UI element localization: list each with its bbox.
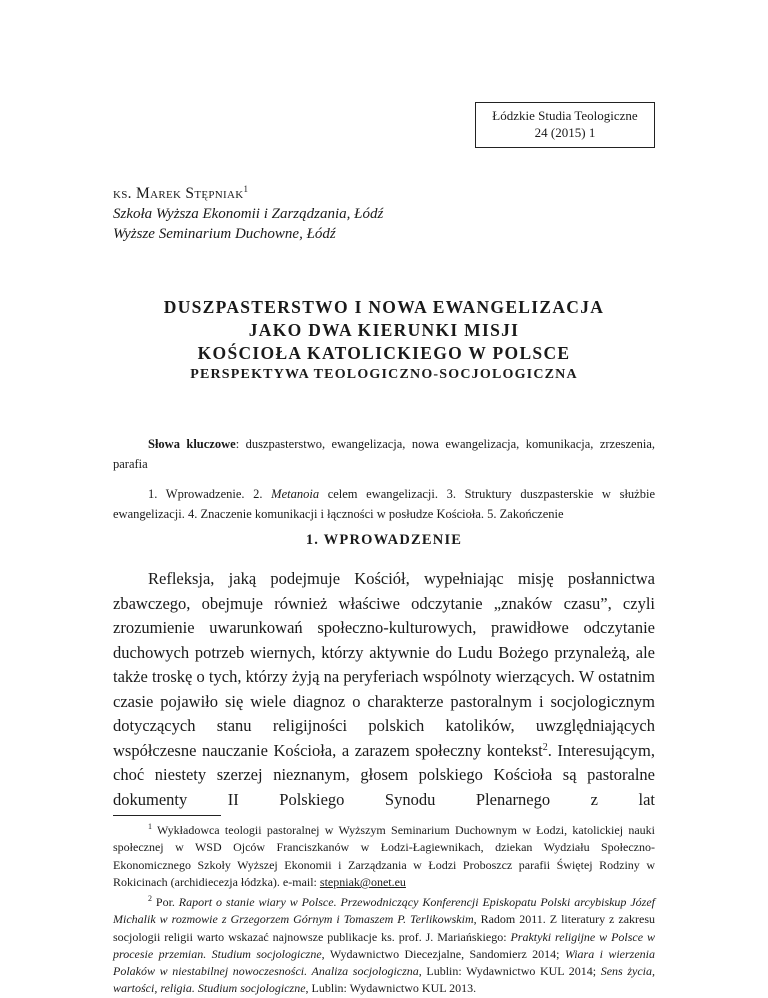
footnote-1 (113, 822, 655, 891)
footnote-2-text-3: , Wydawnictwo Diecezjalne, Sandomierz 2014; (321, 946, 565, 961)
footnote-2-text-1: Por. (152, 895, 179, 909)
article-subtitle: PERSPEKTYWA TEOLOGICZNO-SOCJOLOGICZNA (190, 367, 578, 382)
body-part-1: Refleksja, jaką podejmuje Kościół, wypełniając misję posłannictwa zbawczego, obejmuje również właściwe odczytanie „znaków czasu”, czyli zrozumienie uwarunkowań społeczno-kulturowych, prawidłowe odczytanie duchowych potrzeb wiernych, którzy aktywnie do Ludu Bożego przynależą, ale także troskę o tych, którzy żyją na peryferiach wspólnoty wierzących. W ostatnim czasie pojawiło się wiele diagnoz o charakterze pastoralnym i socjologicznym dotyczących stanu religijności polskich katolików, uwzględniających współczesne nauczanie Kościoła, a zarazem społeczny kontekst (113, 569, 655, 760)
title-line-3: KOŚCIOŁA KATOLICKIEGO W POLSCE (197, 343, 571, 363)
keywords (113, 434, 655, 474)
footnote-2 (113, 894, 655, 998)
footnote-2-text-4: , Lublin: Wydawnictwo KUL 2014; (418, 964, 601, 979)
title-line-1: DUSZPASTERSTWO I NOWA EWANGELIZACJA (163, 297, 605, 317)
journal-name: Łódzkie Studia Teologiczne (492, 108, 638, 123)
footnote-2-title-3: Wiara i wierzenia Polaków w niestabilnej nowoczesności. Analiza socjologiczna (113, 946, 655, 979)
author-footnote-mark: 1 (243, 184, 249, 194)
keywords-label: Słowa kluczowe (148, 437, 236, 451)
article-title (113, 296, 655, 365)
footnote-2-title-2: Praktyki religijne w Polsce w procesie przemian. Studium socjologiczne (113, 929, 655, 961)
author-line (113, 184, 248, 203)
footnote-2-text-5: , Lublin: Wydawnictwo KUL 2013. (305, 981, 477, 996)
body-footnote-mark: 2 (542, 741, 548, 753)
table-of-contents (113, 484, 655, 524)
author-name: Marek Stępniak (136, 185, 244, 202)
body-paragraph (113, 567, 655, 812)
toc-metanoia: Metanoia (271, 487, 320, 501)
journal-info-box (475, 102, 655, 148)
email-link[interactable]: stepniak@onet.eu (319, 874, 406, 889)
footnote-1-text: Wykładowca teologii pastoralnej w Wyższym Seminarium Duchownym w Łodzi, katolickiej nauki społecznej w WSD Ojców Franciszkanów w Łodzi-Łagiewnikach, dziekan Wydziału Społeczno-Ekonomicznego Szkoły Wyższej Ekonomii i Zarządzania w Łodzi Proboszcz parafii Świętej Rodziny w Rokicinach (archidiecezja łódzka). e-mail: (113, 823, 655, 889)
footnote-2-text-2: , Radom 2011. Z literatury z zakresu socjologii religii warto wskazać najnowsze publikacje ks. prof. J. Mariańskiego: (113, 912, 656, 944)
affiliation-2: Wyższe Seminarium Duchowne, Łódź (113, 226, 336, 242)
affiliation-1: Szkoła Wyższa Ekonomii i Zarządzania, Łódź (113, 206, 384, 222)
toc-part-2: celem ewangelizacji. 3. Struktury duszpasterskie w służbie ewangelizacji. 4. Znaczenie komunikacji i łączności w posłudze Kościoła. 5. Zakończenie (113, 487, 655, 521)
body-part-2: . Interesującym, choć niestety szerzej nieznanym, głosem polskiego Kościoła są pastoralne dokumenty II Polskiego Synodu Plenarnego z lat (113, 740, 655, 809)
journal-issue: 24 (2015) 1 (534, 125, 596, 140)
title-line-2: JAKO DWA KIERUNKI MISJI (248, 320, 520, 340)
author-prefix: ks. (113, 185, 132, 202)
keywords-text: : duszpasterstwo, ewangelizacja, nowa ewangelizacja, komunikacja, zrzeszenia, parafia (113, 437, 655, 471)
footnote-2-mark: 2 (148, 894, 152, 903)
toc-part-1: 1. Wprowadzenie. 2. (148, 487, 272, 501)
footnote-1-mark: 1 (148, 822, 152, 831)
section-heading: 1. WPROWADZENIE (305, 532, 463, 548)
footnote-separator (113, 815, 221, 816)
footnote-2-title-4: Sens życia, wartości, religia. Studium socjologiczne (113, 964, 655, 996)
footnote-2-title-1: Raport o stanie wiary w Polsce. Przewodniczący Konferencji Episkopatu Polski arcybiskup Józef Michalik w rozmowie z Grzegorzem Górnym i Tomaszem P. Terlikowskim (113, 895, 655, 927)
